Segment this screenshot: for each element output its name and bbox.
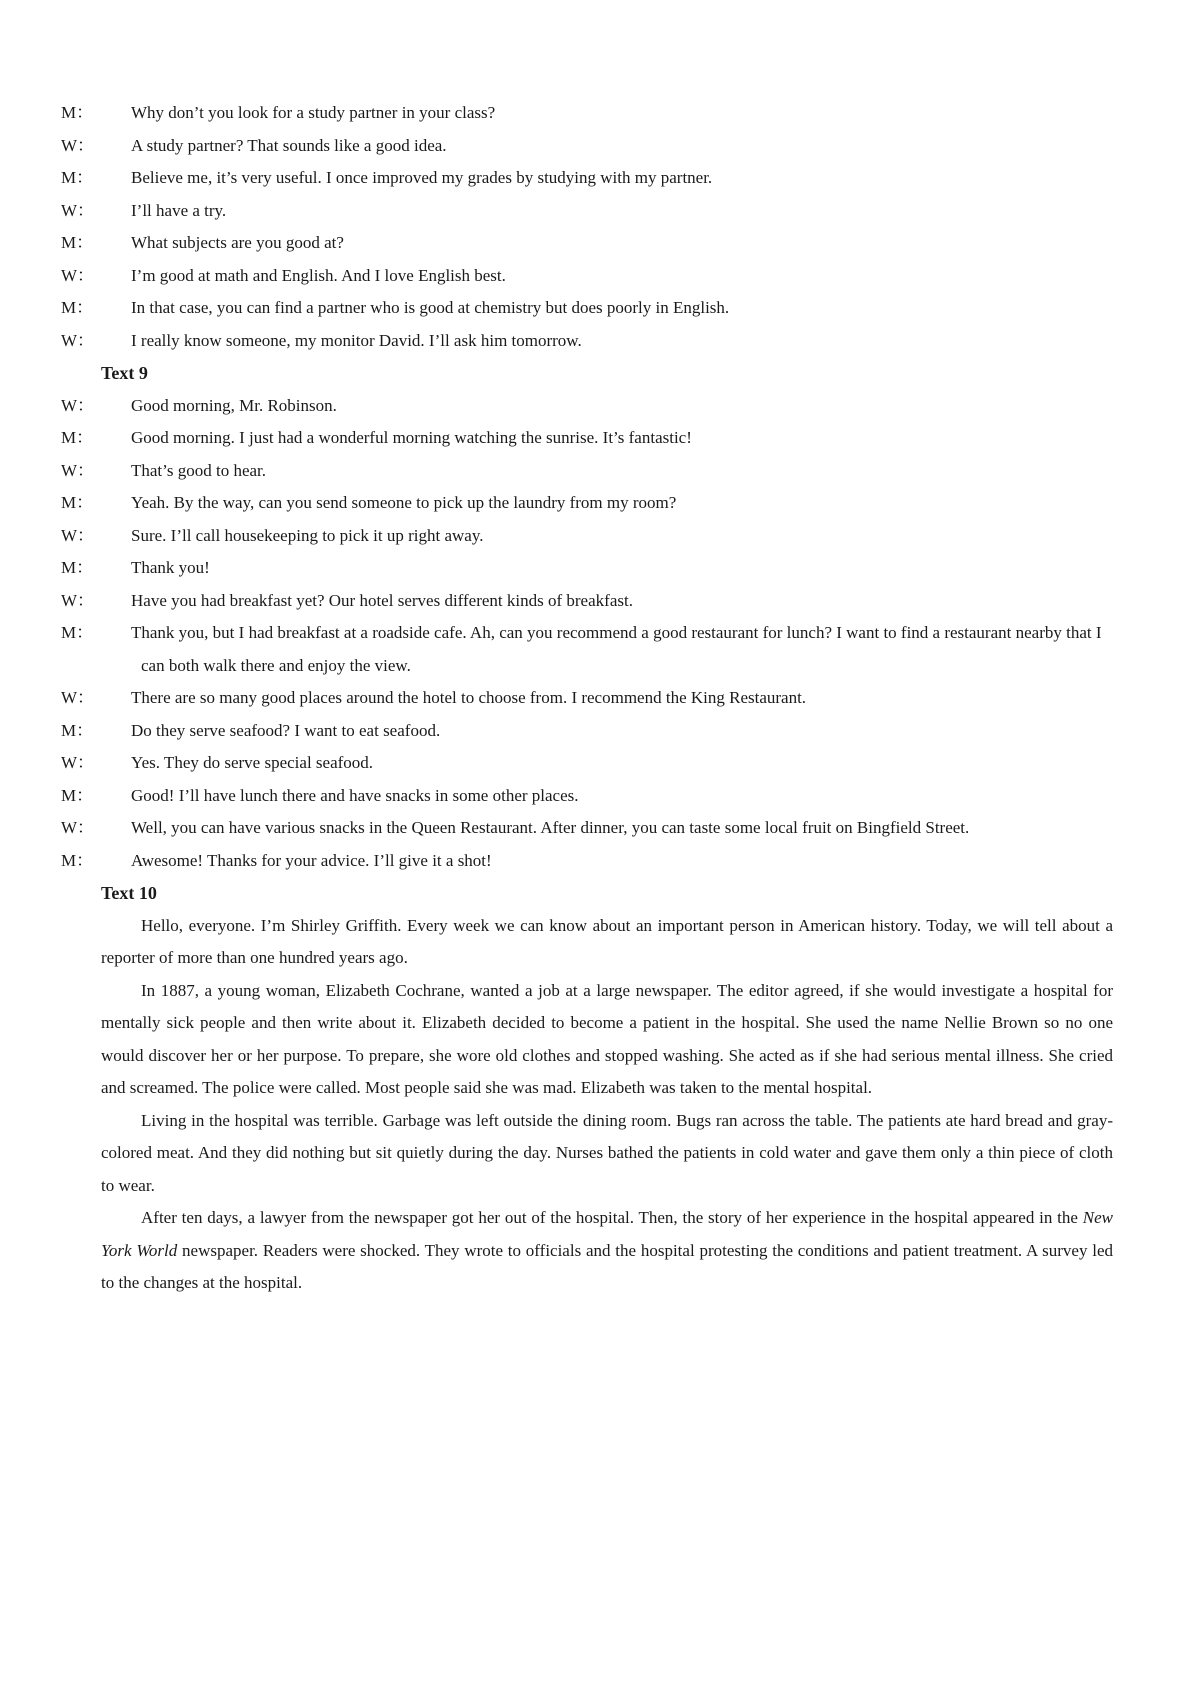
dialogue-line — [61, 585, 1113, 618]
dialogue-text: Awesome! Thanks for your advice. I’ll give it a shot! — [131, 850, 492, 870]
dialogue-line — [61, 130, 1113, 163]
speaker-label: M： — [61, 233, 94, 252]
dialogue-text: A study partner? That sounds like a good idea. — [131, 135, 447, 155]
dialogue-text: Sure. I’ll call housekeeping to pick it up right away. — [131, 525, 484, 545]
speaker-label: W： — [61, 265, 95, 285]
speaker-label: W： — [61, 688, 95, 707]
speaker-label: M： — [61, 298, 94, 317]
dialogue-line — [61, 520, 1113, 553]
speaker-label: W： — [61, 753, 95, 772]
speaker-label: M： — [61, 785, 94, 805]
dialogue-line — [61, 325, 1113, 358]
speaker-label: M： — [61, 103, 94, 122]
dialogue-text: Good! I’ll have lunch there and have snacks in some other places. — [131, 785, 579, 805]
paragraph-text: newspaper. Readers were shocked. They wrote to officials and the hospital protesting the conditions and patient treatment. A survey led to the changes at the hospital. — [101, 1240, 1114, 1292]
speaker-label: M： — [61, 168, 94, 187]
dialogue-text: I really know someone, my monitor David. I’ll ask him tomorrow. — [131, 330, 582, 350]
dialogue-line — [61, 162, 1113, 195]
speaker-label: M： — [61, 720, 94, 740]
document-page — [61, 97, 1114, 1300]
speaker-label: M： — [61, 428, 94, 447]
dialogue-text: Good morning. I just had a wonderful morning watching the sunrise. It’s fantastic! — [131, 428, 692, 447]
dialogue-text: In that case, you can find a partner who is good at chemistry but does poorly in English. — [131, 298, 730, 317]
dialogue-line — [61, 455, 1113, 488]
speaker-label: W： — [61, 135, 95, 155]
speaker-label: W： — [61, 590, 95, 610]
dialogue-text: Thank you, but I had breakfast at a roadside cafe. Ah, can you recommend a good restaurant for lunch? I want to find a restaurant nearby that I can both walk there and enjoy the view. — [131, 623, 1102, 675]
dialogue-line — [61, 422, 1113, 455]
dialogue-line — [61, 97, 1113, 130]
dialogue-text: There are so many good places around the hotel to choose from. I recommend the King Restaurant. — [131, 688, 807, 707]
dialogue-text: Yeah. By the way, can you send someone to pick up the laundry from my room? — [131, 493, 677, 512]
dialogue-line — [61, 292, 1113, 325]
paragraph: Living in the hospital was terrible. Garbage was left outside the dining room. Bugs ran across the table. The patients ate hard bread and gray-colored meat. And they did nothing but sit quietly during the day. Nurses bathed the patients in cold water and gave them only a thin piece of cloth to wear. — [101, 1110, 1113, 1195]
dialogue-text: Have you had breakfast yet? Our hotel serves different kinds of breakfast. — [131, 590, 633, 610]
dialogue-text: Good morning, Mr. Robinson. — [131, 395, 337, 415]
dialogue-line — [61, 845, 1113, 878]
text10-heading: Text 10 — [101, 883, 157, 903]
dialogue-line — [61, 552, 1113, 585]
speaker-label: M： — [61, 558, 94, 577]
dialogue-line — [61, 195, 1113, 228]
speaker-label: W： — [61, 818, 95, 837]
dialogue-line — [61, 390, 1113, 423]
speaker-label: W： — [61, 395, 95, 415]
dialogue-text: That’s good to hear. — [131, 460, 267, 480]
dialogue-line — [61, 747, 1113, 780]
speaker-label: W： — [61, 525, 95, 545]
dialogue-line — [61, 780, 1113, 813]
dialogue-line — [61, 715, 1113, 748]
dialogue-text: What subjects are you good at? — [131, 233, 344, 252]
monologue-section-text10 — [101, 910, 1113, 1300]
dialogue-line — [61, 260, 1113, 293]
dialogue-line — [61, 227, 1113, 260]
speaker-label: W： — [61, 460, 95, 480]
speaker-label: M： — [61, 493, 94, 512]
dialogue-text: Believe me, it’s very useful. I once improved my grades by studying with my partner. — [131, 168, 713, 187]
paragraph-text: After ten days, a lawyer from the newspaper got her out of the hospital. Then, the story of her experience in the hospital appeared in the — [141, 1208, 1083, 1227]
dialogue-line — [61, 487, 1113, 520]
text9-heading: Text 9 — [101, 363, 148, 383]
dialogue-section-text9 — [61, 390, 1113, 878]
paragraph — [101, 1202, 1113, 1300]
dialogue-line — [61, 812, 1113, 845]
speaker-label: W： — [61, 200, 95, 220]
paragraph: In 1887, a young woman, Elizabeth Cochrane, wanted a job at a large newspaper. The editor agreed, if she would investigate a hospital for mentally sick people and then write about it. Elizabeth decided to become a patient in the hospital. She used the name Nellie Brown so no one would discover her or her purpose. To prepare, she wore old clothes and stopped washing. She acted as if she had serious mental illness. She cried and screamed. The police were called. Most people said she was mad. Elizabeth was taken to the mental hospital. — [101, 980, 1113, 1097]
dialogue-text: I’m good at math and English. And I love English best. — [131, 265, 506, 285]
newspaper-title: New York World — [101, 1208, 1113, 1260]
paragraph: Hello, everyone. I’m Shirley Griffith. Every week we can know about an important person in American history. Today, we will tell about a reporter of more than one hundred years ago. — [101, 915, 1113, 967]
dialogue-text: Do they serve seafood? I want to eat seafood. — [131, 720, 441, 740]
dialogue-line — [61, 682, 1113, 715]
dialogue-text: Thank you! — [131, 558, 210, 577]
dialogue-line — [61, 617, 1113, 682]
dialogue-text: Well, you can have various snacks in the Queen Restaurant. After dinner, you can taste some local fruit on Bingfield Street. — [131, 818, 970, 837]
speaker-label: M： — [61, 850, 94, 870]
dialogue-text: Yes. They do serve special seafood. — [131, 753, 374, 772]
dialogue-text: Why don’t you look for a study partner in your class? — [131, 103, 496, 122]
speaker-label: M： — [61, 623, 94, 642]
dialogue-section-1 — [61, 97, 1113, 357]
speaker-label: W： — [61, 330, 95, 350]
dialogue-text: I’ll have a try. — [131, 200, 227, 220]
